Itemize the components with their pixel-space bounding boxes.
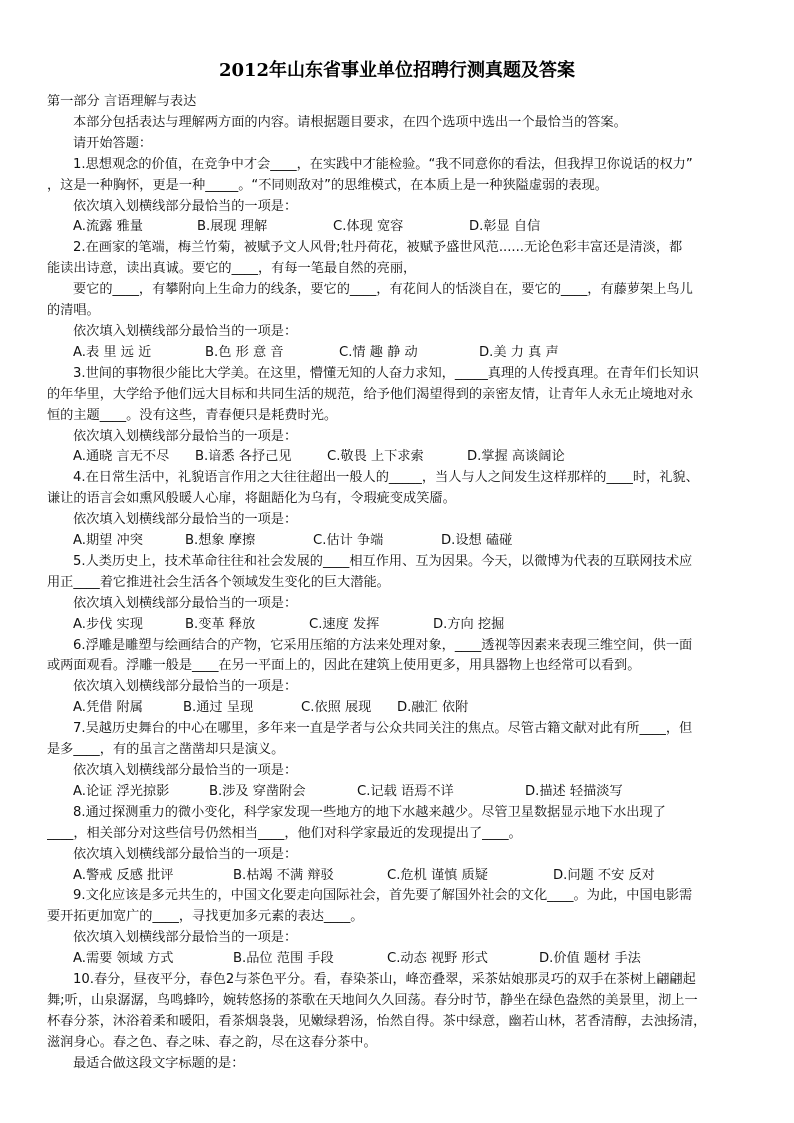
- question-1-prompt: 依次填入划横线部分最恰当的一项是：: [73, 198, 298, 214]
- question-6-option-a: A.凭借 附属: [73, 700, 143, 716]
- question-3-option-c: C.敬畏 上下求索: [327, 449, 424, 465]
- question-3-option-b: B.谙悉 各抒己见: [195, 449, 292, 465]
- question-6-option-c: C.依照 展现: [301, 700, 372, 716]
- question-10-line-4: 滋润身心。春之色、春之味、春之韵，尽在这春分茶中。: [47, 1034, 377, 1050]
- question-6-line-1: 6.浮雕是雕塑与绘画结合的产物，它采用压缩的方法来处理对象，____透视等因素来表现三维空间，供一面: [73, 637, 693, 653]
- question-4-prompt: 依次填入划横线部分最恰当的一项是：: [73, 512, 298, 528]
- question-7-option-c: C.记载 语焉不详: [357, 783, 454, 799]
- question-6-option-d: D.融汇 依附: [397, 700, 469, 716]
- question-2-line-1: 2.在画家的笔端，梅兰竹菊，被赋予文人风骨;牡丹荷花，被赋予盛世风范......无论色彩丰富还是清淡，都: [73, 240, 683, 256]
- question-6-line-2: 或两面观看。浮雕一般是____在另一平面上的，因此在建筑上使用更多，用具器物上也经常可以看到。: [47, 658, 641, 674]
- question-2-option-a: A.表 里 远 近: [73, 344, 152, 360]
- question-2-line-3: 要它的____，有攀附向上生命力的线条，要它的____，有花间人的恬淡自在，要它的____，有藤萝架上鸟儿: [73, 282, 693, 298]
- question-4-options: [47, 531, 747, 552]
- question-5-options: [47, 615, 747, 636]
- question-7-line-2: 是多____，有的虽言之凿凿却只是演义。: [47, 742, 285, 758]
- question-1-option-d: D.彰显 自信: [469, 219, 541, 235]
- question-3-line-2: 的年华里，大学给予他们远大目标和共同生活的规范，给予他们渴望得到的亲密友情，让青年人永无止境地对永: [47, 386, 694, 402]
- question-2-option-b: B.色 形 意 音: [205, 344, 284, 360]
- question-2-options: [47, 343, 747, 364]
- question-2-line-2: 能读出诗意，读出真诚。要它的____，有每一笔最自然的亮丽，: [47, 261, 417, 277]
- question-1-line-1: 1.思想观念的价值，在竞争中才会____，在实践中才能检验。“我不同意你的看法，但我捍卫你说话的权力”: [73, 156, 693, 172]
- question-3-options: [47, 447, 747, 468]
- question-3-line-3: 恒的主题____。没有这些，青春便只是耗费时光。: [47, 407, 338, 423]
- start-text: 请开始答题：: [73, 135, 153, 151]
- question-5-line-1: 5.人类历史上，技术革命往往和社会发展的____相互作用、互为因果。今天，以微博为代表的互联网技术应: [73, 553, 693, 569]
- question-4-option-d: D.设想 磕碰: [441, 533, 513, 549]
- question-1-option-b: B.展现 理解: [197, 219, 268, 235]
- question-9-option-c: C.动态 视野 形式: [387, 951, 488, 967]
- question-10-line-1: 10.春分，昼夜平分，春色2与茶色平分。看，春染茶山，峰峦叠翠，采茶姑娘那灵巧的双手在茶树上翩翩起: [73, 972, 696, 988]
- question-8-line-2: ____，相关部分对这些信号仍然相当____，他们对科学家最近的发现提出了____。: [47, 825, 522, 841]
- question-8-options: [47, 866, 747, 887]
- question-3-prompt: 依次填入划横线部分最恰当的一项是：: [73, 428, 298, 444]
- question-2-option-d: D.美 力 真 声: [479, 344, 559, 360]
- question-1-option-a: A.流露 雅量: [73, 219, 143, 235]
- question-4-line-1: 4.在日常生活中，礼貌语言作用之大往往超出一般人的_____，当人与人之间发生这样那样的____时，礼貌、: [73, 470, 699, 486]
- question-6-options: [47, 698, 747, 719]
- question-4-option-a: A.期望 冲突: [73, 533, 143, 549]
- question-7-option-d: D.描述 轻描淡写: [525, 783, 623, 799]
- question-2-prompt: 依次填入划横线部分最恰当的一项是：: [73, 323, 298, 339]
- question-8-option-d: D.问题 不安 反对: [553, 867, 655, 883]
- question-3-option-d: D.掌握 高谈阔论: [467, 449, 565, 465]
- question-1-option-c: C.体现 宽容: [333, 219, 404, 235]
- part-heading: 第一部分 言语理解与表达: [47, 94, 197, 109]
- question-5-option-d: D.方向 挖掘: [433, 616, 505, 632]
- intro-text: 本部分包括表达与理解两方面的内容。请根据题目要求，在四个选项中选出一个最恰当的答案。: [73, 114, 627, 130]
- question-9-option-b: B.品位 范围 手段: [233, 951, 334, 967]
- question-5-line-2: 用正____着它推进社会生活各个领域发生变化的巨大潜能。: [47, 574, 390, 590]
- question-9-options: [47, 949, 747, 970]
- question-9-line-1: 9.文化应该是多元共生的，中国文化要走向国际社会，首先要了解国外社会的文化____。为此，中国电影需: [73, 888, 693, 904]
- question-8-option-c: C.危机 谨慎 质疑: [387, 867, 488, 883]
- question-7-option-b: B.涉及 穿凿附会: [209, 783, 306, 799]
- question-8-option-a: A.警戒 反感 批评: [73, 867, 174, 883]
- page-title: 2012年山东省事业单位招聘行测真题及答案: [218, 60, 576, 81]
- question-7-line-1: 7.吴越历史舞台的中心在哪里，多年来一直是学者与公众共同关注的焦点。尽管古籍文献对此有所____，但: [73, 721, 693, 737]
- question-10-prompt: 最适合做这段文字标题的是：: [73, 1055, 245, 1071]
- question-4-line-2: 谦让的语言会如熏风般暖人心扉，将龃龉化为乌有，令瑕疵变成笑靥。: [47, 491, 456, 507]
- question-9-line-2: 要开拓更加宽广的____，寻找更加多元素的表达____。: [47, 909, 364, 925]
- question-8-line-1: 8.通过探测重力的微小变化，科学家发现一些地方的地下水越来越少。尽管卫星数据显示地下水出现了: [73, 804, 666, 820]
- question-9-prompt: 依次填入划横线部分最恰当的一项是：: [73, 930, 298, 946]
- question-1-line-2: ，这是一种胸怀，更是一种_____。“不同则敌对”的思维模式，在本质上是一种狭隘虚弱的表现。: [47, 177, 608, 193]
- question-7-options: [47, 782, 747, 803]
- question-2-option-c: C.情 趣 静 动: [339, 344, 418, 360]
- question-4-option-c: C.估计 争端: [313, 533, 384, 549]
- question-5-option-a: A.步伐 实现: [73, 616, 143, 632]
- question-5-prompt: 依次填入划横线部分最恰当的一项是：: [73, 595, 298, 611]
- question-8-option-b: B.枯竭 不满 辩驳: [233, 867, 334, 883]
- question-7-prompt: 依次填入划横线部分最恰当的一项是：: [73, 763, 298, 778]
- question-5-option-c: C.速度 发挥: [309, 616, 380, 632]
- question-5-option-b: B.变革 释放: [185, 616, 256, 632]
- question-8-prompt: 依次填入划横线部分最恰当的一项是：: [73, 846, 298, 862]
- document-page: [47, 58, 747, 1075]
- question-7-option-a: A.论证 浮光掠影: [73, 783, 170, 799]
- question-1-options: [47, 217, 747, 238]
- question-3-line-1: 3.世间的事物很少能比大学美。在这里，懵懂无知的人奋力求知，_____真理的人传授真理。在青年们长知识: [73, 365, 699, 381]
- question-10-line-3: 杯春分茶，沐浴着柔和暖阳，看茶烟袅袅，见嫩绿碧汤，怡然自得。茶中绿意，幽若山林，茗香清醇，去浊扬清，: [47, 1013, 707, 1029]
- question-2-line-4: 的清唱。: [47, 303, 100, 319]
- question-9-option-a: A.需要 领域 方式: [73, 951, 174, 967]
- question-10-line-2: 舞;听，山泉潺潺，鸟鸣蜂吟，婉转悠扬的茶歌在天地间久久回荡。春分时节，静坐在绿色盎然的美景里，沏上一: [47, 992, 698, 1008]
- question-9-option-d: D.价值 题材 手法: [539, 951, 641, 967]
- question-6-option-b: B.通过 呈现: [183, 700, 254, 716]
- question-3-option-a: A.通晓 言无不尽: [73, 449, 170, 465]
- question-6-prompt: 依次填入划横线部分最恰当的一项是：: [73, 679, 298, 695]
- question-4-option-b: B.想象 摩擦: [185, 533, 256, 549]
